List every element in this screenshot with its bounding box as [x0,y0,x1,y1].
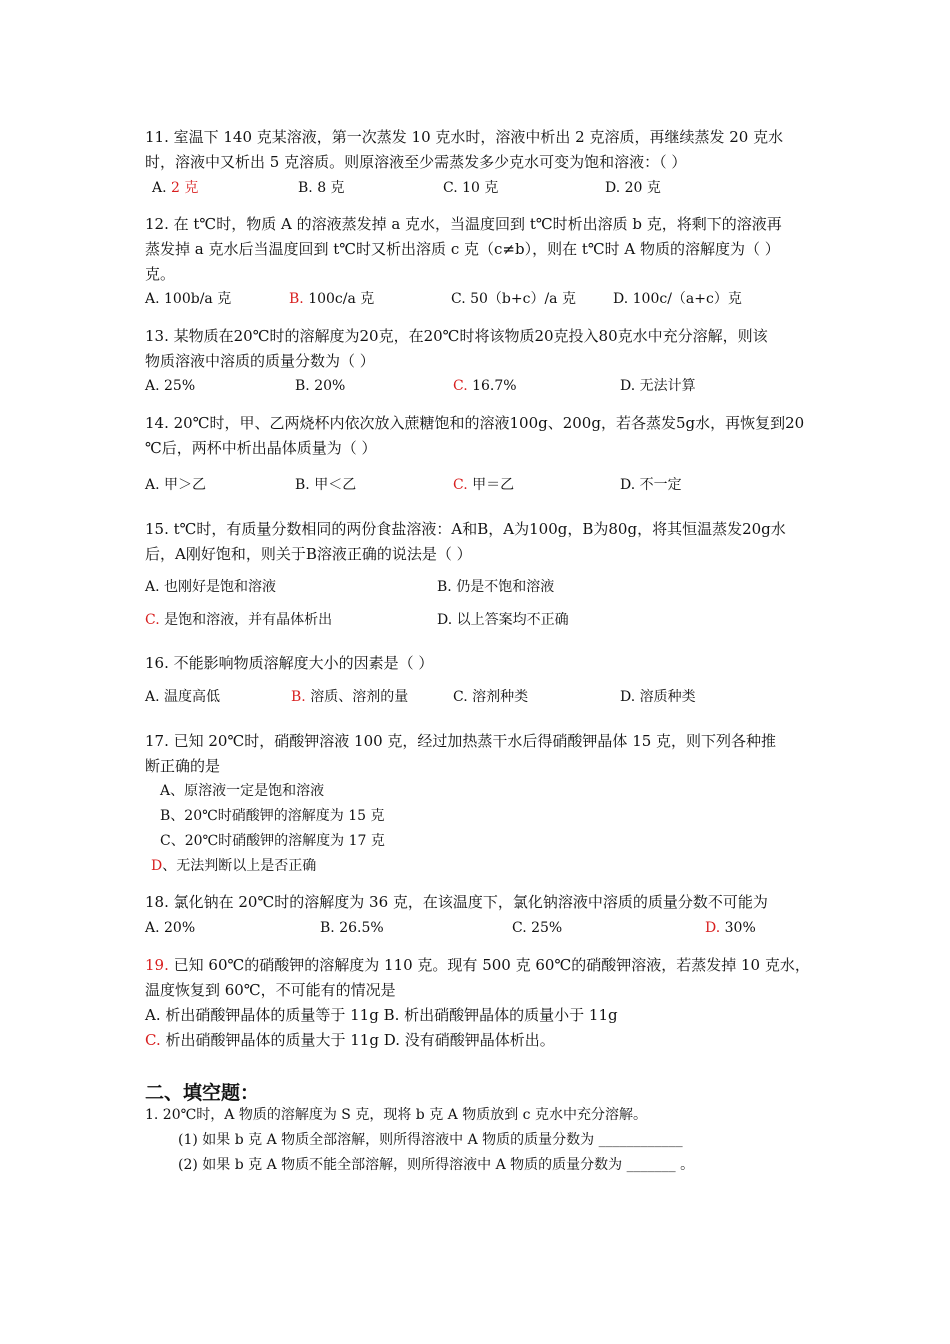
question-12-line-2: 蒸发掉 a 克水后当温度回到 t℃时又析出溶质 c 克（c≠b），则在 t℃时 A 物质的溶解度为（ ） [145,240,780,258]
q14-option-b: B. 甲＜乙 [295,477,357,493]
q15-option-b: B. 仍是不饱和溶液 [437,579,555,595]
q18-option-d-letter: D. [705,920,721,936]
q19-options-cd-text: 析出硝酸钾晶体的质量大于 11g D. 没有硝酸钾晶体析出。 [160,1031,555,1049]
fill-question-1-sub-1: (1) 如果 b 克 A 物质全部溶解，则所得溶液中 A 物质的质量分数为 ____________ [178,1132,683,1148]
q18-option-c: C. 25% [512,920,563,936]
question-18-line-1: 18. 氯化钠在 20℃时的溶解度为 36 克，在该温度下，氯化钠溶液中溶质的质量分数不可能为 [145,893,768,911]
q16-option-a: A. 温度高低 [145,689,221,705]
question-16-line-1: 16. 不能影响物质溶解度大小的因素是（ ） [145,654,434,672]
q15-option-d: D. 以上答案均不正确 [437,612,569,628]
q18-option-b: B. 26.5% [320,920,384,936]
q15-option-c [145,610,332,630]
q13-option-d: D. 无法计算 [620,378,696,394]
q16-option-c: C. 溶剂种类 [453,689,529,705]
q16-option-d: D. 溶质种类 [620,689,696,705]
question-14-line-2: ℃后，两杯中析出晶体质量为（ ） [145,439,377,457]
question-17-line-2: 断正确的是 [145,757,221,775]
q13-option-b: B. 20% [295,378,346,394]
q17-option-c: C、20℃时硝酸钾的溶解度为 17 克 [160,833,385,849]
q19-options-ab: A. 析出硝酸钾晶体的质量等于 11g B. 析出硝酸钾晶体的质量小于 11g [145,1006,618,1024]
question-14-line-1: 14. 20℃时，甲、乙两烧杯内依次放入蔗糖饱和的溶液100g、200g，若各蒸发5g水，再恢复到20 [145,414,805,432]
q17-option-d [151,856,316,876]
question-17-line-1: 17. 已知 20℃时，硝酸钾溶液 100 克，经过加热蒸干水后得硝酸钾晶体 15 克，则下列各种推 [145,732,777,750]
question-12-line-1: 12. 在 t℃时，物质 A 的溶液蒸发掉 a 克水，当温度回到 t℃时析出溶质 b 克，将剩下的溶液再 [145,215,782,233]
question-11-line-1: 11. 室温下 140 克某溶液，第一次蒸发 10 克水时，溶液中析出 2 克溶质，再继续蒸发 20 克水 [145,128,784,146]
q19-line-1-text: 已知 60℃的硝酸钾的溶解度为 110 克。现有 500 克 60℃的硝酸钾溶液，若蒸发掉 10 克水， [168,956,810,974]
fill-question-1-sub-2: (2) 如果 b 克 A 物质不能全部溶解，则所得溶液中 A 物质的质量分数为 _______ 。 [178,1157,695,1173]
q15-option-c-letter: C. [145,612,160,628]
q18-option-d [705,918,756,938]
q19-options-cd [145,1030,555,1050]
q14-option-c [453,475,514,495]
question-12-line-3: 克。 [145,265,176,283]
q11-option-b: B. 8 克 [298,180,345,196]
q11-option-d: D. 20 克 [605,180,661,196]
question-11-line-2: 时，溶液中又析出 5 克溶质。则原溶液至少需蒸发多少克水可变为饱和溶液：（ ） [145,153,687,171]
q12-option-b [289,289,374,309]
q14-option-c-letter: C. [453,477,468,493]
q17-option-b: B、20℃时硝酸钾的溶解度为 15 克 [160,808,385,824]
q12-option-d: D. 100c/（a+c）克 [613,291,742,307]
question-19-line-1 [145,955,810,975]
question-15-line-1: 15. t℃时，有质量分数相同的两份食盐溶液：A和B，A为100g，B为80g，将其恒温蒸发20g水 [145,520,786,538]
question-15-line-2: 后，A刚好饱和，则关于B溶液正确的说法是（ ） [145,545,472,563]
fill-question-1: 1. 20℃时，A 物质的溶解度为 S 克，现将 b 克 A 物质放到 c 克水中充分溶解。 [145,1107,647,1123]
q12-option-b-letter: B. [289,291,304,307]
q18-option-a: A. 20% [145,920,196,936]
q13-option-c-text: 16.7% [467,378,517,394]
q11-option-a-letter: A. [152,180,167,196]
question-19-line-2: 温度恢复到 60℃，不可能有的情况是 [145,981,396,999]
q11-option-a-text: 2 克 [171,180,199,196]
q12-option-a: A. 100b/a 克 [145,291,232,307]
section-2-heading: 二、填空题： [145,1082,260,1104]
q17-option-d-text: 、无法判断以上是否正确 [162,858,317,874]
q14-option-c-text: 甲＝乙 [467,477,515,493]
q11-option-a [152,178,198,198]
q18-option-d-text: 30% [720,920,756,936]
q17-option-d-letter: D [151,858,163,874]
q12-option-c: C. 50（b+c）/a 克 [451,291,576,307]
q15-option-c-text: 是饱和溶液，并有晶体析出 [159,612,333,628]
q12-option-b-text: 100c/a 克 [303,291,375,307]
question-13-line-2: 物质溶液中溶质的质量分数为（ ） [145,352,375,370]
q13-option-c [453,376,517,396]
q13-option-a: A. 25% [145,378,196,394]
q13-option-c-letter: C. [453,378,468,394]
q16-option-b [291,687,408,707]
q16-option-b-letter: B. [291,689,306,705]
q17-option-a: A、原溶液一定是饱和溶液 [160,783,325,799]
q14-option-a: A. 甲＞乙 [145,477,207,493]
q16-option-b-text: 溶质、溶剂的量 [305,689,409,705]
q15-option-a: A. 也刚好是饱和溶液 [145,579,277,595]
q14-option-d: D. 不一定 [620,477,682,493]
q11-option-c: C. 10 克 [443,180,499,196]
q19-option-c-letter: C. [145,1031,161,1049]
question-13-line-1: 13. 某物质在20℃时的溶解度为20克，在20℃时将该物质20克投入80克水中充分溶解，则该 [145,327,768,345]
q19-number: 19. [145,956,169,974]
